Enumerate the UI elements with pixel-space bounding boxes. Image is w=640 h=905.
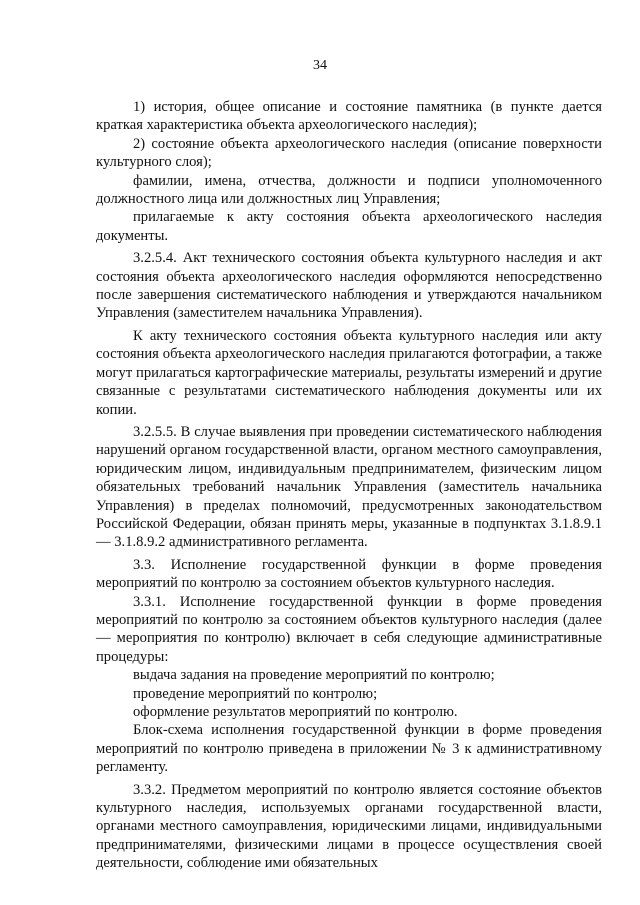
- paragraph: фамилии, имена, отчества, должности и подписи уполномоченного должностного лица или должностных лиц Управления;: [96, 172, 602, 208]
- paragraph: выдача задания на проведение мероприятий по контролю;: [133, 667, 495, 684]
- paragraph: оформление результатов мероприятий по контролю.: [133, 704, 458, 720]
- paragraph: 3.3. Исполнение государственной функции в форме проведения мероприятий по контролю за состоянием объектов культурного наследия.: [96, 556, 602, 592]
- paragraph: 3.3.1. Исполнение государственной функции в форме проведения мероприятий по контролю за состоянием объектов культурного наследия (далее — мероприятия по контролю) включает в себя следующие административные процедуры:: [96, 593, 602, 665]
- paragraph: проведение мероприятий по контролю;: [133, 685, 378, 702]
- paragraph: Блок-схема исполнения государственной функции в форме проведения мероприятий по контролю приведена в приложении № 3 к административному регламенту.: [96, 722, 602, 776]
- paragraph: 1) история, общее описание и состояние памятника (в пункте дается краткая характеристика объекта археологического наследия);: [96, 99, 602, 134]
- page-number: 34: [313, 58, 327, 73]
- paragraph: К акту технического состояния объекта культурного наследия или акту состояния объекта археологического наследия прилагаются фотографии, а также могут прилагаться картографические материалы, результаты измерений и другие связанные с результатами систематического наблюдения документы или их копии.: [96, 327, 602, 418]
- paragraph: 3.2.5.4. Акт технического состояния объекта культурного наследия и акт состояния объекта археологического наследия оформляются непосредственно после завершения систематического наблюдения и утверждаются начальником Управления (заместителем начальника Управления).: [96, 250, 602, 322]
- paragraph: 2) состояние объекта археологического наследия (описание поверхности культурного слоя);: [96, 135, 602, 171]
- document-body: [96, 98, 602, 873]
- paragraph: 3.2.5.5. В случае выявления при проведении систематического наблюдения нарушений органом государственной власти, органом местного самоуправления, юридическим лицом, индивидуальным предпринимателем, физическим лицом обязательных требований начальник Управления (заместитель начальника Управления) в пределах полномочий, предусмотренных законодательством Российской Федерации, обязан принять меры, указанные в подпунктах 3.1.8.9.1 — 3.1.8.9.2 административного регламента.: [96, 423, 602, 551]
- paragraph: прилагаемые к акту состояния объекта археологического наследия документы.: [96, 209, 602, 244]
- paragraph: 3.3.2. Предметом мероприятий по контролю является состояние объектов культурного наследия, используемых органами государственной власти, органами местного самоуправления, юридическими лицами, индивидуальными предпринимателями, физическими лицами в процессе осуществления своей деятельности, соблюдение ими обязательных: [96, 781, 602, 872]
